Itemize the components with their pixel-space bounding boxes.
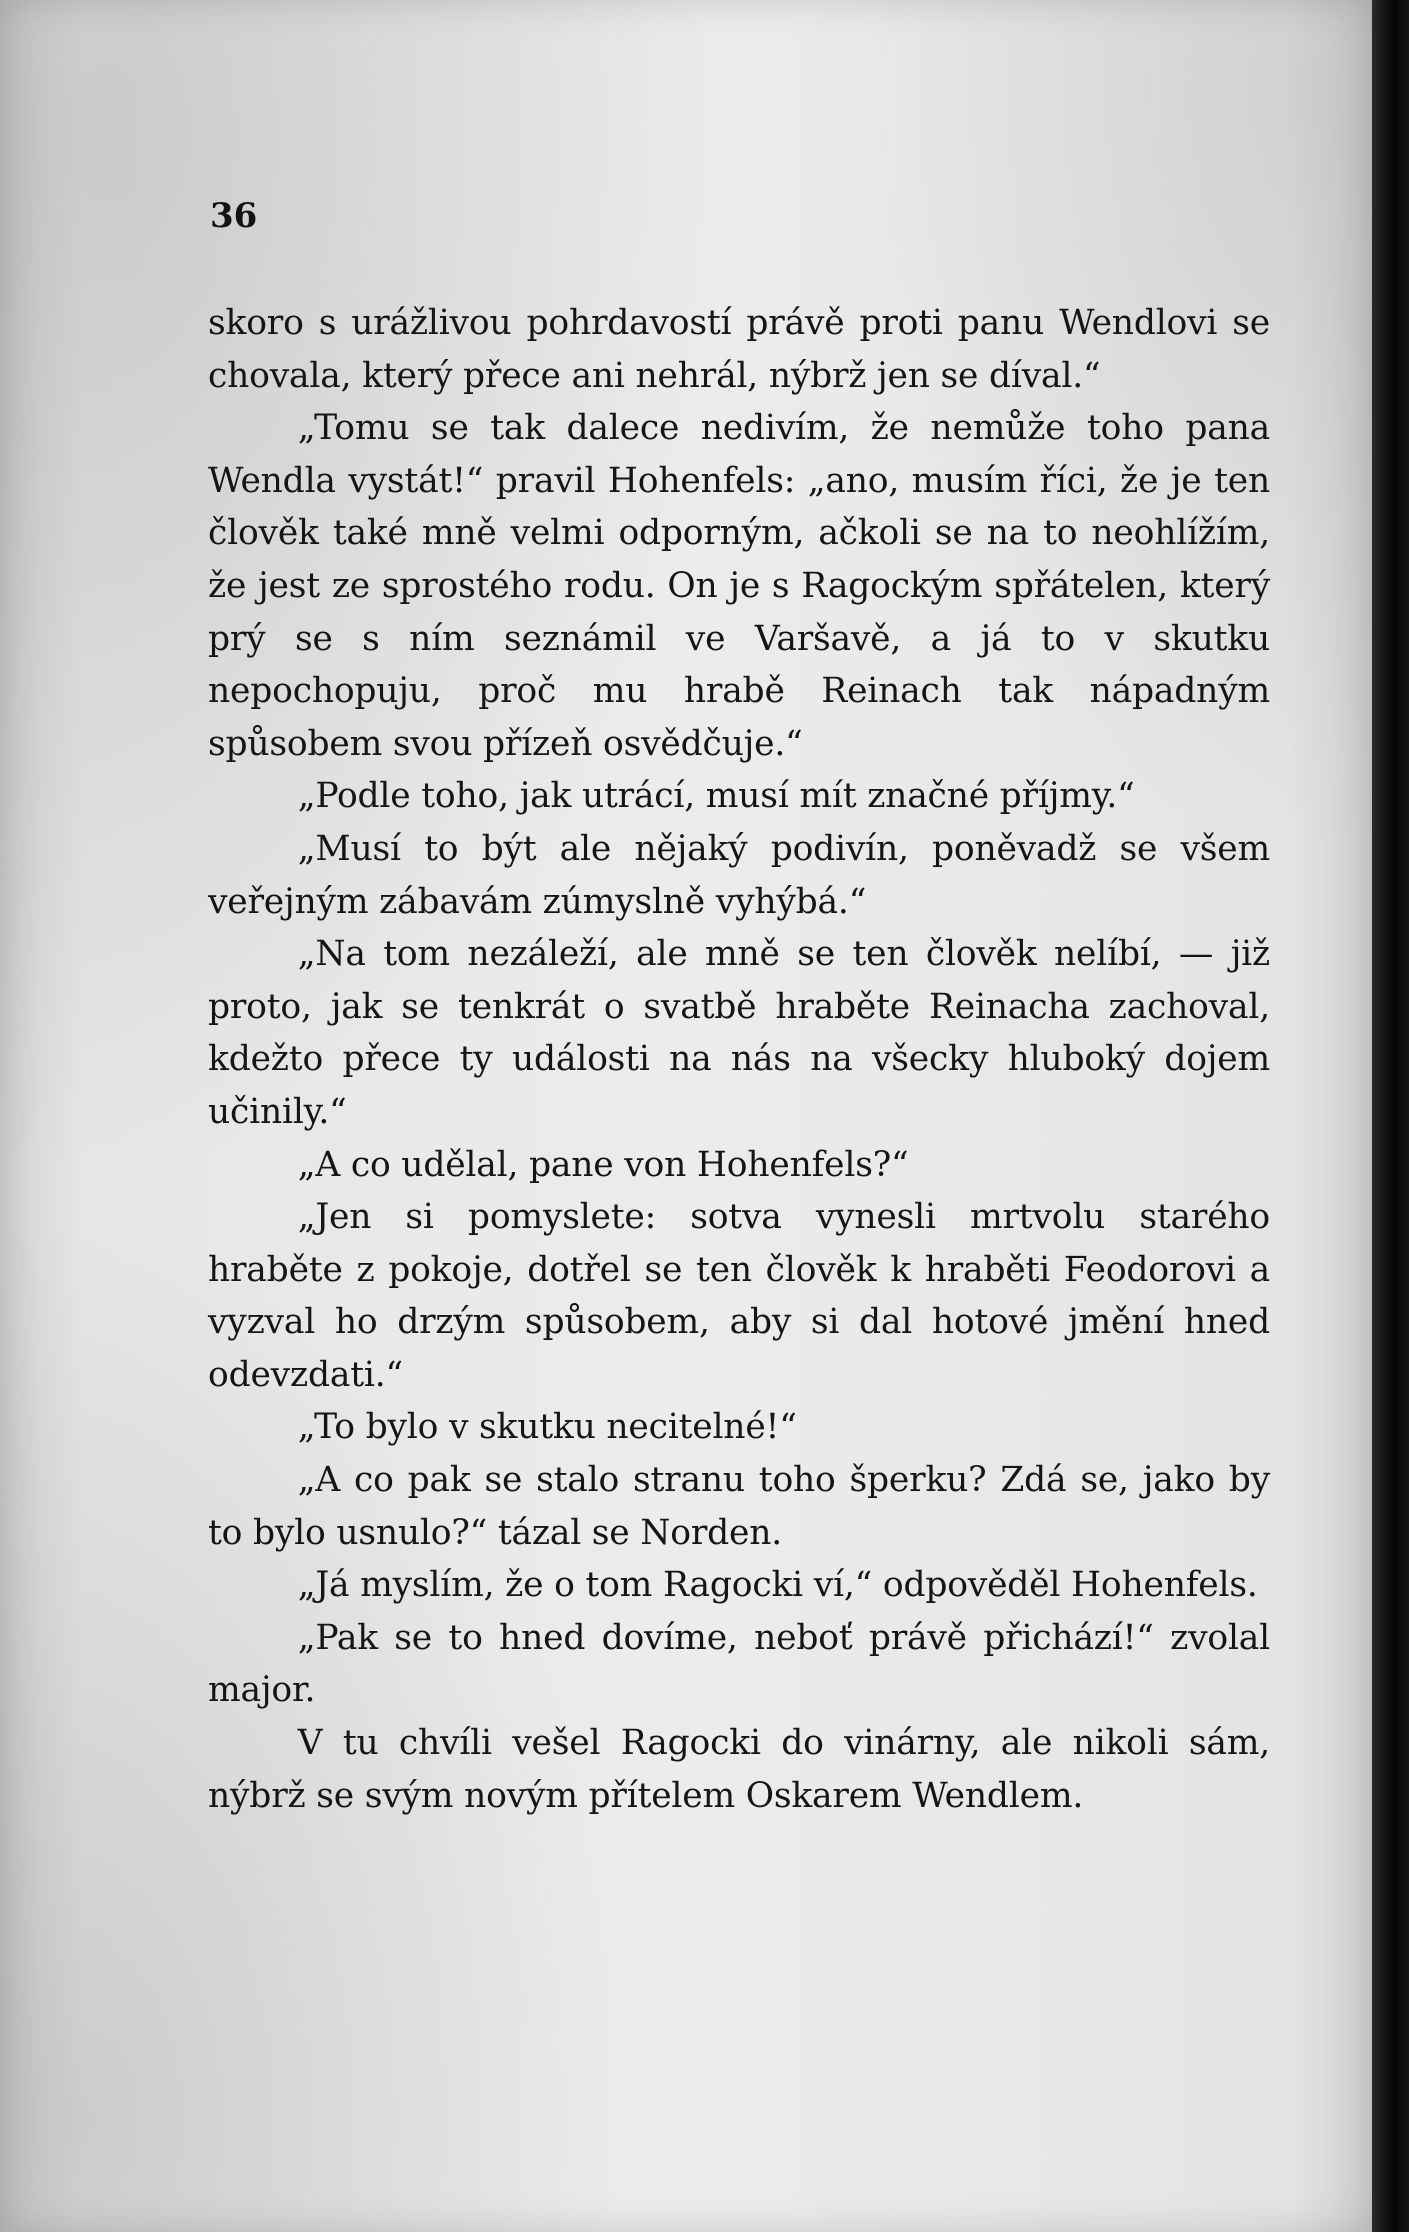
page-text: [208, 297, 1270, 1822]
paragraph: „Podle toho, jak utrácí, musí mít značné příjmy.“: [297, 776, 1135, 817]
paragraph: „To bylo v skutku necitelné!“: [297, 1407, 797, 1448]
paragraph: „A co pak se stalo stranu toho šperku? Zdá se, jako by to bylo usnulo?“ tázal se Norden.: [208, 1460, 1270, 1553]
paragraph: skoro s urážlivou pohrdavostí právě proti panu Wendlovi se chovala, který přece ani nehrál, nýbrž jen se díval.“: [208, 303, 1270, 396]
paragraph: „Jen si pomyslete: sotva vynesli mrtvolu starého hraběte z pokoje, dotřel se ten člověk k hraběti Feodorovi a vyzval ho drzým spůsobem, aby si dal hotové jmění hned odevzdati.“: [208, 1197, 1270, 1395]
paragraph: „Pak se to hned dovíme, neboť právě přichází!“ zvolal major.: [208, 1617, 1270, 1711]
paragraph: V tu chvíli vešel Ragocki do vinárny, ale nikoli sám, nýbrž se svým novým přítelem Oskarem Wendlem.: [208, 1723, 1270, 1816]
paragraph: „Musí to být ale nějaký podivín, poněvadž se všem veřejným zábavám zúmyslně vyhýbá.“: [208, 828, 1270, 922]
paragraph: „Já myslím, že o tom Ragocki ví,“ odpověděl Hohenfels.: [297, 1565, 1258, 1606]
paragraph: „A co udělal, pane von Hohenfels?“: [297, 1144, 909, 1185]
page-number: 36: [210, 196, 258, 236]
paragraph: „Na tom nezáleží, ale mně se ten člověk nelíbí, — již proto, jak se tenkrát o svatbě hraběte Reinacha zachoval, kdežto přece ty události na nás na všecky hluboký dojem učinily.“: [208, 934, 1270, 1132]
paragraph: „Tomu se tak dalece nedivím, že nemůže toho pana Wendla vystát!“ pravil Hohenfels: „ano, musím říci, že je ten člověk také mně velmi odporným, ačkoli se na to neohlížím, že jest ze sprostého rodu. On je s Ragockým spřátelen, který prý se s ním seznámil ve Varšavě, a já to v skutku nepochopuju, proč mu hrabě Reinach tak nápadným spůsobem svou přízeň osvědčuje.“: [208, 408, 1270, 764]
binding-edge: [1372, 0, 1409, 2232]
